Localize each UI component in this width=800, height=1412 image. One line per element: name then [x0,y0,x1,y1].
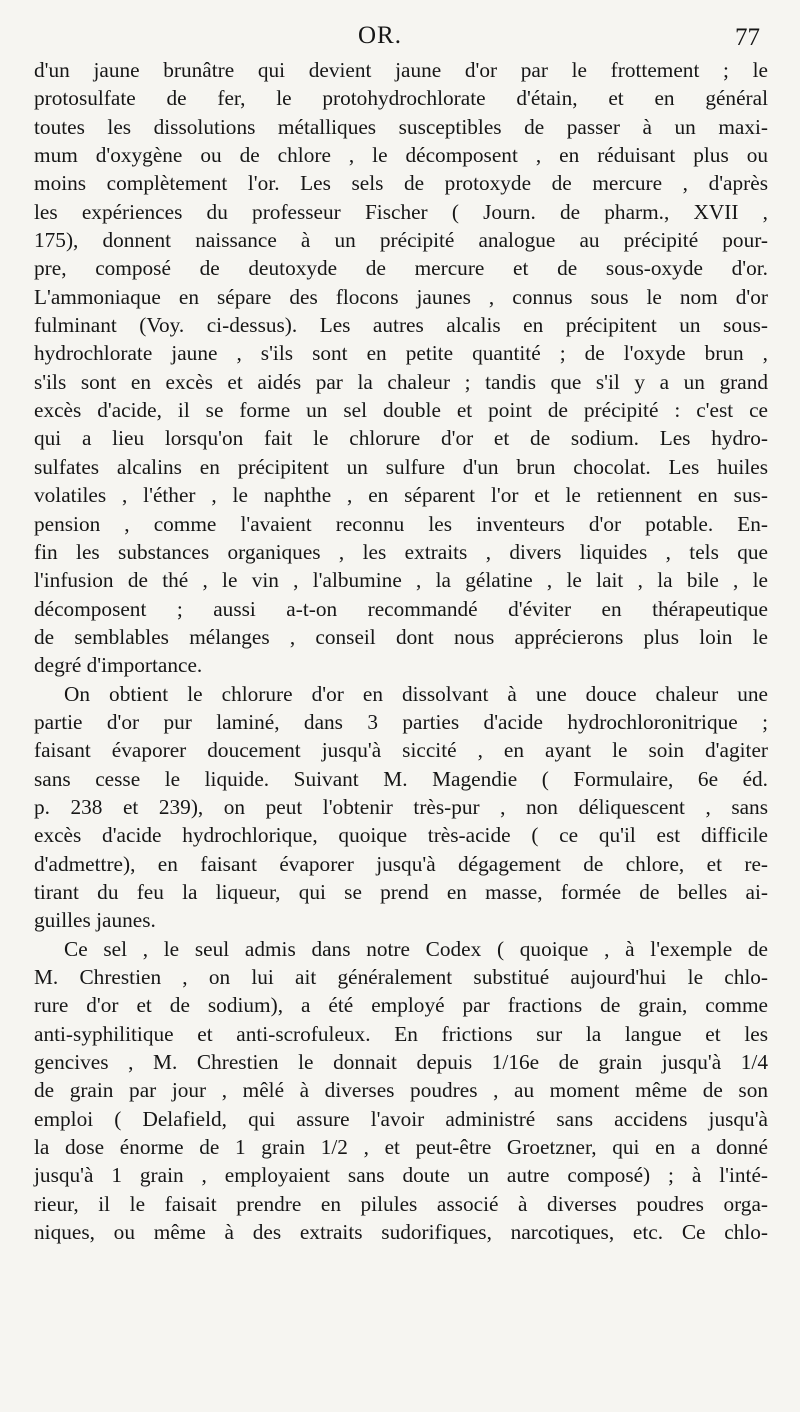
text-line: moins complètement l'or. Les sels de protoxyde de mercure , d'après [34,171,768,196]
text-line: guilles jaunes. [34,908,156,933]
text-line: l'infusion de thé , le vin , l'albumine , la gélatine , le lait , la bile , le [34,568,768,593]
text-line: tirant du feu la liqueur, qui se prend en masse, formée de belles ai- [34,879,768,904]
text-line: la dose énorme de 1 grain 1/2 , et peut-être Groetzner, qui en a donné [34,1135,768,1160]
text-line: sans cesse le liquide. Suivant M. Magendie ( Formulaire, 6e éd. [34,766,768,791]
text-line: M. Chrestien , on lui ait généralement substitué aujourd'hui le chlo- [34,965,768,989]
text-line: pre, composé de deutoxyde de mercure et de sous-oxyde d'or. [34,256,768,281]
text-line: 175), donnent naissance à un précipité analogue au précipité pour- [34,228,768,253]
text-line: sulfates alcalins en précipitent un sulfure d'un brun chocolat. Les huiles [34,454,768,479]
text-line: hydrochlorate jaune , s'ils sont en petite quantité ; de l'oxyde brun , [34,341,768,366]
text-line: les expériences du professeur Fischer ( Journ. de pharm., XVII , [34,199,768,224]
text-line: gencives , M. Chrestien le donnait depuis 1/16e de grain jusqu'à 1/4 [34,1050,768,1075]
text-line: p. 238 et 239), on peut l'obtenir très-pur , non déliquescent , sans [34,794,768,819]
text-line: de semblables mélanges , conseil dont nous apprécierons plus loin le [34,624,768,649]
text-line: niques, ou même à des extraits sudorifiques, narcotiques, etc. Ce chlo- [34,1220,768,1245]
page-header [0,22,800,58]
text-line: excès d'acide hydrochlorique, quoique très-acide ( ce qu'il est difficile [34,823,768,848]
text-line: faisant évaporer doucement jusqu'à siccité , en ayant le soin d'agiter [34,738,768,763]
text-line: décomposent ; aussi a-t-on recommandé d'éviter en thérapeutique [34,596,768,621]
text-line: s'ils sont en excès et aidés par la chaleur ; tandis que s'il y a un grand [34,369,768,394]
text-line: Ce sel , le seul admis dans notre Codex ( quoique , à l'exemple de [64,936,768,961]
text-line: degré d'importance. [34,653,203,678]
text-line: rure d'or et de sodium), a été employé par fractions de grain, comme [34,993,768,1018]
text-line: fin les substances organiques , les extraits , divers liquides , tels que [34,539,768,564]
text-line: mum d'oxygène ou de chlore , le décomposent , en réduisant plus ou [34,143,768,168]
text-line: toutes les dissolutions métalliques susceptibles de passer à un maxi- [34,114,768,139]
text-line: L'ammoniaque en sépare des flocons jaunes , connus sous le nom d'or [34,284,768,309]
text-line: anti-syphilitique et anti-scrofuleux. En frictions sur la langue et les [34,1021,768,1046]
body-text [34,56,768,1246]
text-line: partie d'or pur laminé, dans 3 parties d'acide hydrochloronitrique ; [34,709,768,734]
text-line: d'un jaune brunâtre qui devient jaune d'or par le frottement ; le [34,58,768,82]
text-line: rieur, il le faisait prendre en pilules associé à diverses poudres orga- [34,1191,768,1216]
running-title: OR. [358,22,402,49]
text-line: d'admettre), en faisant évaporer jusqu'à dégagement de chlore, et re- [34,851,768,876]
text-line: On obtient le chlorure d'or en dissolvant à une douce chaleur une [64,681,768,706]
text-line: qui a lieu lorsqu'on fait le chlorure d'or et de sodium. Les hydro- [34,426,768,451]
text-line: protosulfate de fer, le protohydrochlorate d'étain, et en général [34,86,768,111]
page-number: 77 [735,24,760,51]
text-line: excès d'acide, il se forme un sel double et point de précipité : c'est ce [34,398,768,423]
text-line: emploi ( Delafield, qui assure l'avoir administré sans accidens jusqu'à [34,1106,768,1131]
text-line: de grain par jour , mêlé à diverses poudres , au moment même de son [34,1078,768,1103]
text-line: pension , comme l'avaient reconnu les inventeurs d'or potable. En- [34,511,768,536]
text-line: volatiles , l'éther , le naphthe , en séparent l'or et le retiennent en sus- [34,483,768,508]
text-line: fulminant (Voy. ci-dessus). Les autres alcalis en précipitent un sous- [34,313,768,338]
text-line: jusqu'à 1 grain , employaient sans doute un autre composé) ; à l'inté- [34,1163,768,1188]
